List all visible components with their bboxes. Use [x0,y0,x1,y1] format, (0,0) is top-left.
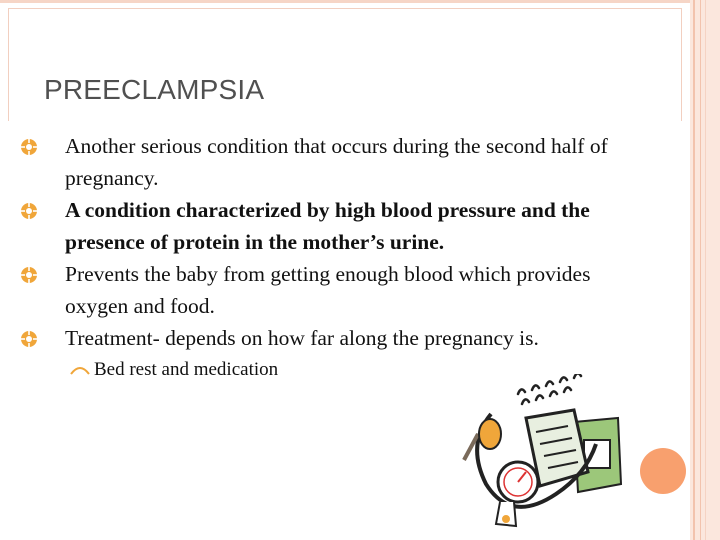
top-rule [0,0,690,3]
bullet-text: Prevents the baby from getting enough blood which provides oxygen and food. [65,262,591,318]
bullet-item [20,322,640,354]
bullet-list [20,130,640,382]
bullet-item [20,130,640,194]
bullet-text: A condition characterized by high blood pressure and the presence of protein in the mother’s urine. [65,198,590,254]
slide-title: PREECLAMPSIA [44,74,265,105]
right-frame-line [705,0,706,540]
bullet-text: Treatment- depends on how far along the pregnancy is. [65,326,539,350]
bullet-item [20,194,640,258]
bullet-icon [20,202,38,220]
bullet-icon [20,330,38,348]
bullet-item [20,258,640,322]
sub-bullet-icon [70,365,90,375]
blood-pressure-clipart [456,374,626,534]
bullet-icon [20,138,38,156]
decorative-circle [640,448,686,494]
right-frame-line [700,0,701,540]
bullet-text: Another serious condition that occurs during the second half of pregnancy. [65,134,608,190]
sub-bullet-text: Bed rest and medication [94,359,279,380]
bullet-icon [20,266,38,284]
right-frame-line [693,0,695,540]
